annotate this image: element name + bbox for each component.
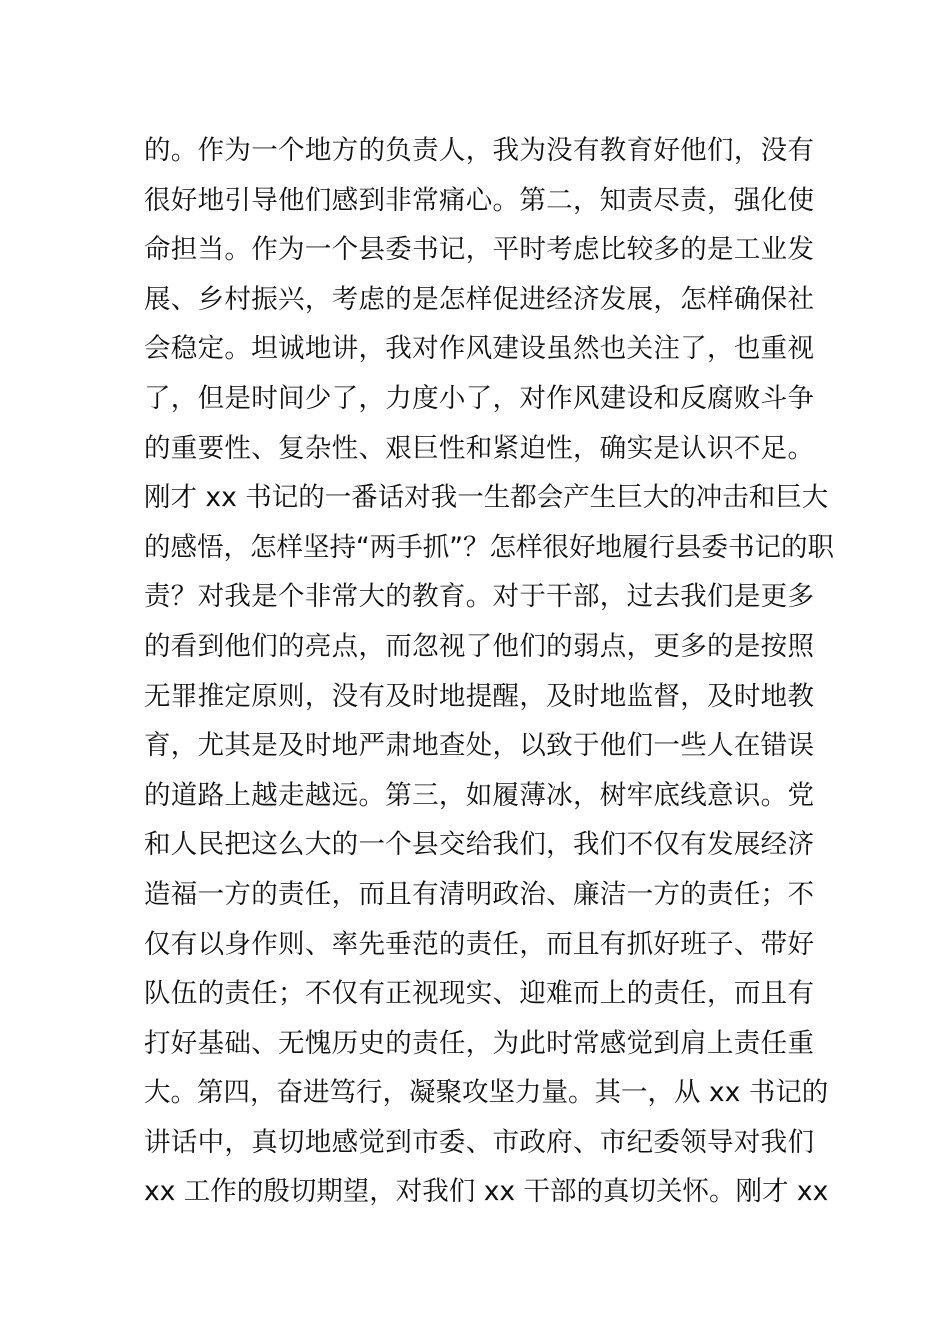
- text-line: 育，尤其是及时地严肃地查处，以致于他们一些人在错误: [144, 730, 814, 762]
- text-line: 命担当。作为一个县委书记，平时考虑比较多的是工业发: [144, 234, 814, 266]
- text-line: 的道路上越走越远。第三，如履薄冰，树牢底线意识。党: [144, 779, 814, 811]
- text-line: 很好地引导他们感到非常痛心。第二，知责尽责，强化使: [144, 184, 814, 216]
- text-line: 讲话中，真切地感觉到市委、市政府、市纪委领导对我们: [144, 1126, 814, 1158]
- text-line: 的看到他们的亮点，而忽视了他们的弱点，更多的是按照: [144, 630, 814, 662]
- text-line: 造福一方的责任，而且有清明政治、廉洁一方的责任；不: [144, 878, 814, 910]
- text-line: 的。作为一个地方的负责人，我为没有教育好他们，没有: [144, 135, 814, 166]
- text-line: 责？对我是个非常大的教育。对于干部，过去我们是更多: [144, 581, 814, 613]
- text-line: 了，但是时间少了，力度小了，对作风建设和反腐败斗争: [144, 382, 814, 414]
- text-line: 队伍的责任；不仅有正视现实、迎难而上的责任，而且有: [144, 978, 814, 1010]
- text-line: 的重要性、复杂性、艰巨性和紧迫性，确实是认识不足。: [144, 432, 814, 464]
- text-line: 会稳定。坦诚地讲，我对作风建设虽然也关注了，也重视: [144, 333, 814, 365]
- text-line: 和人民把这么大的一个县交给我们，我们不仅有发展经济: [144, 829, 814, 861]
- text-line: 打好基础、无愧历史的责任，为此时常感觉到肩上责任重: [144, 1027, 814, 1059]
- text-line: 的感悟，怎样坚持“两手抓”？怎样很好地履行县委书记的职: [144, 531, 834, 563]
- text-line: 无罪推定原则，没有及时地提醒，及时地监督，及时地教: [144, 680, 814, 712]
- body-paragraph: [144, 126, 834, 1217]
- text-line: xx 工作的殷切期望，对我们 xx 干部的真切关怀。刚才 xx: [144, 1176, 829, 1208]
- text-line: 展、乡村振兴，考虑的是怎样促进经济发展，怎样确保社: [144, 283, 814, 315]
- text-line: 仅有以身作则、率先垂范的责任，而且有抓好班子、带好: [144, 928, 814, 960]
- text-line: 大。第四，奋进笃行，凝聚攻坚力量。其一，从 xx 书记的: [144, 1077, 829, 1109]
- text-line: 刚才 xx 书记的一番话对我一生都会产生巨大的冲击和巨大: [144, 482, 829, 514]
